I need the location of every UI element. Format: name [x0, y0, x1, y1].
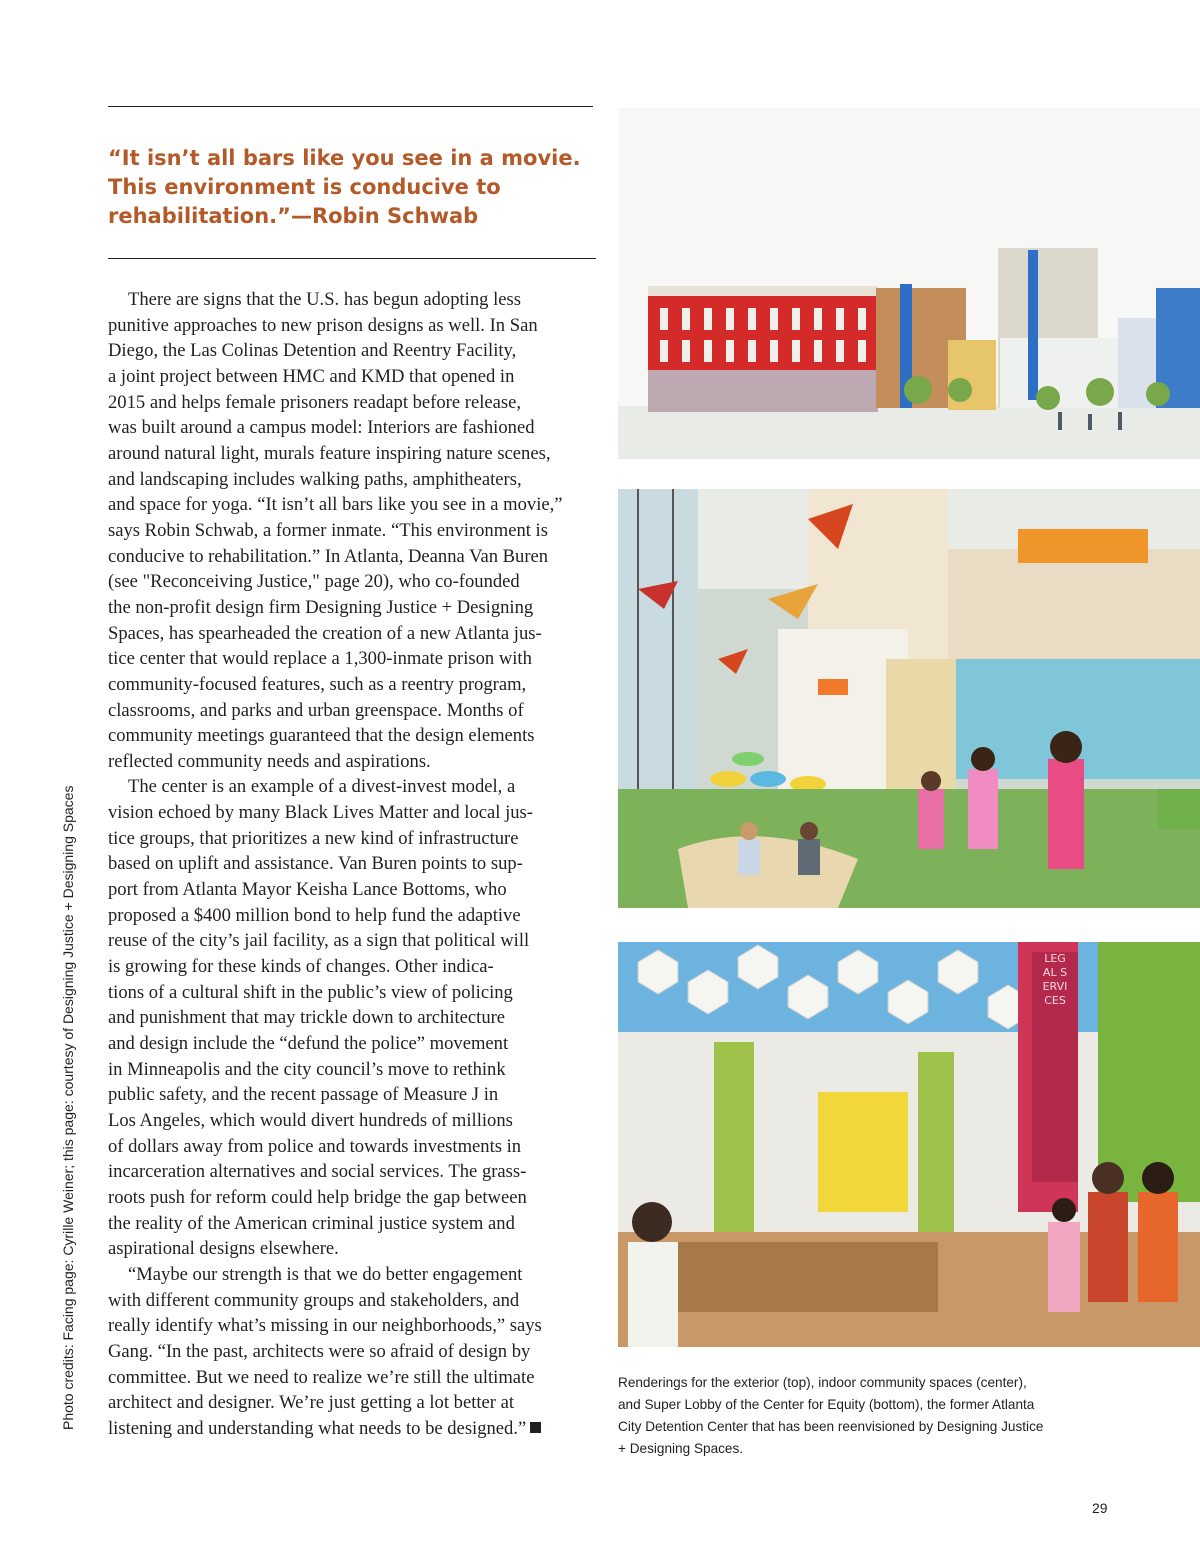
body-line: reflected community needs and aspirations.	[108, 750, 431, 772]
body-line: a joint project between HMC and KMD that opened in	[108, 365, 515, 387]
body-line: in Minneapolis and the city council’s move to rethink	[108, 1058, 506, 1080]
body-line: aspirational designs elsewhere.	[108, 1238, 339, 1260]
body-line: proposed a $400 million bond to help fund the adaptive	[108, 904, 521, 926]
body-line: punitive approaches to new prison designs as well. In San	[108, 314, 538, 336]
body-line: classrooms, and parks and urban greenspace. Months of	[108, 699, 524, 721]
caption-line: Renderings for the exterior (top), indoor community spaces (center),	[618, 1375, 1027, 1390]
pull-quote-line: This environment is conducive to	[108, 175, 501, 199]
body-line: committee. But we need to realize we’re still the ultimate	[108, 1366, 535, 1388]
body-line: says Robin Schwab, a former inmate. “This environment is	[108, 519, 548, 541]
community-space-rendering-image	[618, 489, 1200, 908]
caption-line: and Super Lobby of the Center for Equity (bottom), the former Atlanta	[618, 1397, 1035, 1412]
end-mark-icon	[530, 1422, 541, 1433]
body-line: Los Angeles, which would divert hundreds of millions	[108, 1110, 513, 1131]
body-line: is growing for these kinds of changes. Other indica-	[108, 956, 494, 978]
body-line: The center is an example of a divest-invest model, a	[128, 776, 516, 798]
body-line: with different community groups and stakeholders, and	[108, 1289, 520, 1311]
pull-quote-line: “It isn’t all bars like you see in a movie.	[108, 146, 581, 170]
body-line: the non-profit design firm Designing Justice + Designing	[108, 596, 534, 618]
top-rule	[108, 106, 593, 107]
body-line: was built around a campus model: Interiors are fashioned	[108, 417, 535, 439]
body-line: based on uplift and assistance. Van Buren points to sup-	[108, 853, 523, 875]
body-line: conducive to rehabilitation.” In Atlanta, Deanna Van Buren	[108, 545, 549, 567]
body-line: port from Atlanta Mayor Keisha Lance Bottoms, who	[108, 879, 507, 901]
body-line: roots push for reform could help bridge the gap between	[108, 1186, 527, 1208]
exterior-rendering-image	[618, 108, 1200, 459]
bottom-rule	[108, 258, 596, 259]
body-line: (see "Reconceiving Justice," page 20), who co-founded	[108, 571, 520, 593]
caption-line: City Detention Center that has been reenvisioned by Designing Justice	[618, 1419, 1044, 1434]
legal-services-sign-text: LEGAL SERVICES	[1042, 952, 1068, 1007]
body-line: around natural light, murals feature inspiring nature scenes,	[108, 442, 551, 464]
body-line: public safety, and the recent passage of Measure J in	[108, 1084, 499, 1106]
body-line: community meetings guaranteed that the design elements	[108, 725, 535, 747]
body-line: Spaces, has spearheaded the creation of a new Atlanta jus-	[108, 622, 542, 644]
body-line: really identify what’s missing in our neighborhoods,” says	[108, 1315, 542, 1337]
body-line: architect and designer. We’re just getting a lot better at	[108, 1392, 515, 1414]
caption-line: + Designing Spaces.	[618, 1441, 744, 1456]
body-line-text: listening and understanding what needs to be designed.”	[108, 1417, 527, 1439]
pull-quote-line: rehabilitation.”—Robin Schwab	[108, 204, 479, 228]
body-line: Gang. “In the past, architects were so afraid of design by	[108, 1340, 531, 1362]
body-line: the reality of the American criminal justice system and	[108, 1212, 515, 1234]
figure-caption	[618, 1372, 1118, 1460]
body-line: and design include the “defund the police” movement	[108, 1033, 509, 1055]
page-number: 29	[1092, 1500, 1108, 1516]
photo-credit: Photo credits: Facing page: Cyrille Weiner; this page: courtesy of Designing Justice + Designing Spaces	[60, 785, 76, 1430]
body-line: tions of a cultural shift in the public’s view of policing	[108, 981, 513, 1003]
body-line: There are signs that the U.S. has begun adopting less	[128, 289, 521, 310]
body-line: and landscaping includes walking paths, amphitheaters,	[108, 468, 522, 490]
body-line: tice groups, that prioritizes a new kind of infrastructure	[108, 827, 519, 849]
body-line: and space for yoga. “It isn’t all bars like you see in a movie,”	[108, 494, 563, 516]
article-body	[108, 287, 588, 1442]
body-line: and punishment that may trickle down to architecture	[108, 1007, 506, 1029]
body-line: 2015 and helps female prisoners readapt before release,	[108, 391, 522, 413]
body-line: of dollars away from police and towards investments in	[108, 1135, 522, 1157]
super-lobby-rendering-image	[618, 942, 1200, 1347]
body-line: “Maybe our strength is that we do better engagement	[128, 1263, 523, 1285]
body-line: reuse of the city’s jail facility, as a sign that political will	[108, 930, 530, 952]
body-line-last	[108, 1416, 588, 1442]
body-line: community-focused features, such as a reentry program,	[108, 673, 527, 695]
body-line: tice center that would replace a 1,300-inmate prison with	[108, 648, 532, 670]
body-line: incarceration alternatives and social services. The grass-	[108, 1161, 527, 1183]
body-line: vision echoed by many Black Lives Matter and local jus-	[108, 802, 533, 824]
body-line: Diego, the Las Colinas Detention and Reentry Facility,	[108, 340, 517, 362]
pull-quote	[108, 144, 581, 231]
